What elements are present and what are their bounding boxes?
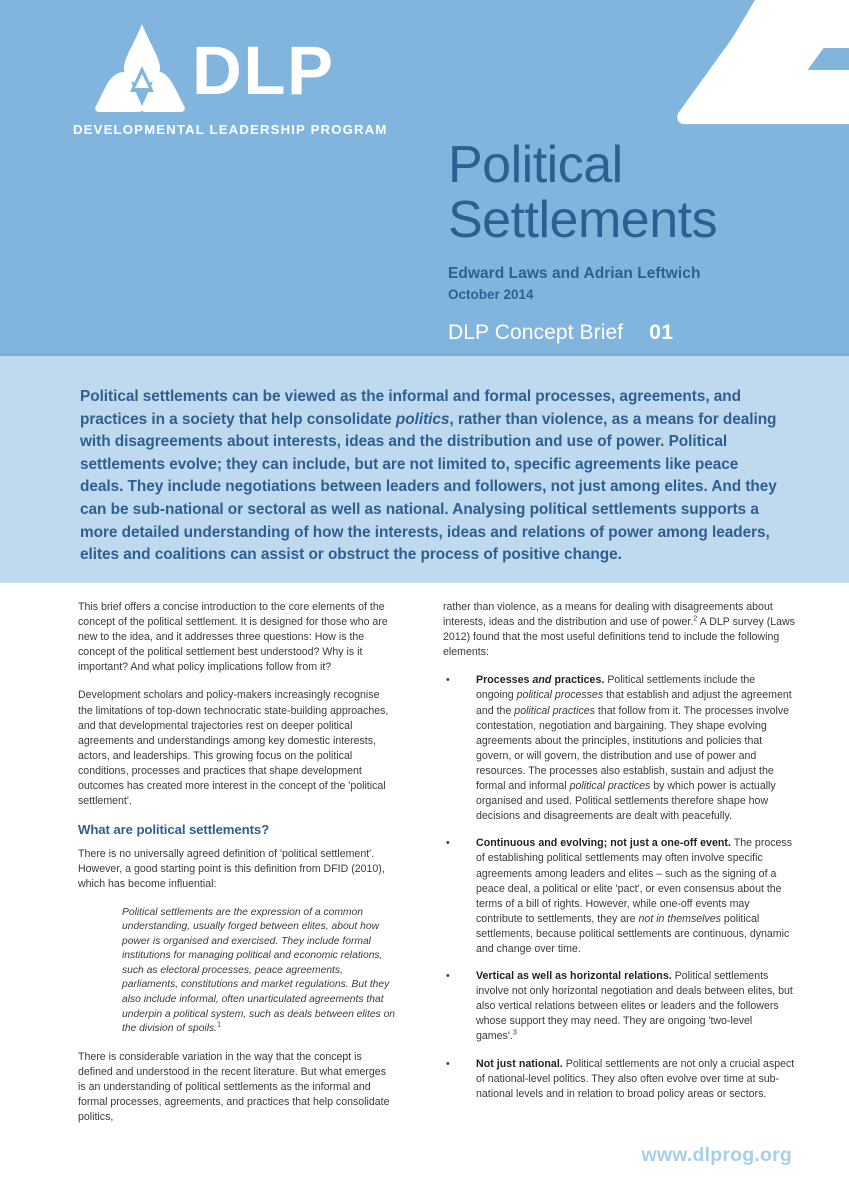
abstract-emphasis: politics: [395, 410, 450, 428]
abstract-text: [80, 386, 780, 567]
left-paragraph-1: This brief offers a concise introduction to the core elements of the concept of the political settlement. It is designed for those who are new to the idea, and it addresses three questions: How is the concept of the political settlement best understood? Why is it important? And what policy implications follow from it?: [78, 601, 388, 674]
quote-text: Political settlements are the expression of a common understanding, usually forged between elites, about how power is organised and exercised. They include formal institutions for managing political and economic relations, such as electoral processes, peace agreements, parliaments, constitutions and market regulations. But they also include informal, often unarticulated agreements that underpin a political system, such as deals between elites on the division of spoils.: [122, 906, 396, 1035]
bullet-1-lead-em: and: [532, 674, 552, 687]
list-item: [443, 673, 795, 824]
authors: Edward Laws and Adrian Leftwich: [448, 265, 701, 282]
title-block: [448, 138, 838, 345]
publication-date: October 2014: [448, 287, 534, 302]
bullet-1-body-4: by which power is actually organised and used. Political settlements therefore shape how decisions and disagreements are dealt with peacefully.: [476, 780, 776, 823]
logo-tagline: DEVELOPMENTAL LEADERSHIP PROGRAM: [73, 122, 388, 137]
bullet-2-body-2: political settlements, because political settlements are continuous, dynamic and change over time.: [476, 912, 790, 955]
bullet-1-em-3: political practices: [569, 780, 651, 793]
bullet-1-lead-post: practices.: [551, 674, 605, 687]
left-column: [78, 600, 396, 1125]
series-label: [448, 321, 838, 345]
bullet-1-lead-pre: Processes: [476, 674, 533, 687]
dlp-logo: [72, 18, 422, 137]
section-heading: What are political settlements?: [78, 822, 270, 838]
dfid-definition-quote: [78, 906, 396, 1037]
right-paragraph-1-a: rather than violence, as a means for dealing with disagreements about interests, ideas and the distribution and use of power.: [443, 601, 773, 629]
bullet-1-body-2: that establish and adjust the agreement and the: [476, 689, 792, 717]
bullet-marker-icon: •: [446, 1057, 450, 1070]
bullet-2-body-1: The process of establishing political settlements may often involve specific agreements among leaders and elites – such as the signing of a peace deal, a political or elite 'pact', or even consensus about the terms of a bill of rights. However, while one-off events may contribute to settlements, they are: [476, 837, 793, 925]
page-title-line-1: Political: [448, 136, 623, 194]
bullet-1-em-1: political processes: [516, 689, 604, 702]
right-footnote-ref-2: 2: [693, 613, 698, 623]
page-title: [448, 138, 838, 248]
dlp-triangle-logo-icon: [94, 22, 190, 114]
left-paragraph-4: There is considerable variation in the way that the concept is defined and understood in the recent literature. But what emerges is an understanding of political settlements as the informal and formal processes, agreements, and practices that help consolidate politics,: [78, 1050, 390, 1124]
right-column: [443, 600, 795, 1102]
abstract-wave-mark-icon: [659, 0, 849, 140]
abstract-band: [0, 356, 849, 583]
footer-website-url[interactable]: www.dlprog.org: [641, 1144, 792, 1166]
abstract-part-1: Political settlements can be viewed as the informal and formal processes, agreements, and practices in a society that help consolidate: [80, 388, 742, 428]
bullet-4-lead: Not just national.: [476, 1057, 563, 1070]
body-area: [0, 600, 849, 1124]
bullet-1-body-3: that follow from it. The processes involve contestation, negotiation and bargaining. They shape evolving agreements about the principles, institutions and policies that govern, or will govern, the distribution and use of power and resources. The processes also establish, sustain and adjust the formal and informal: [476, 704, 790, 793]
brief-number: 01: [649, 321, 674, 344]
bullet-3-footnote-ref: 3: [512, 1027, 517, 1037]
left-paragraph-3: There is no universally agreed definition of 'political settlement'. However, a good starting point is this definition from DFID (2010), which has become influential:: [78, 848, 385, 891]
logo-wordmark: DLP: [192, 32, 335, 109]
bullet-marker-icon: •: [446, 837, 450, 850]
right-paragraph-1: [443, 600, 795, 660]
quote-footnote-ref: 1: [217, 1019, 222, 1029]
page-title-line-2: Settlements: [448, 191, 718, 249]
bullet-1-lead: [476, 674, 604, 686]
list-item: [443, 1057, 795, 1102]
header-band: [0, 0, 849, 356]
elements-bullet-list: [443, 673, 795, 1101]
bullet-4-body-1: Political settlements are not only a crucial aspect of national-level politics. They also often evolve over time at sub-national levels and in relation to broad policy areas or sectors.: [476, 1057, 795, 1100]
abstract-part-2: , rather than violence, as a means for dealing with disagreements about interests, ideas and the distribution and use of power. Political settlements evolve; they can include, but are not limited to, specific agreements like peace deals. They include negotiations between leaders and followers, not just among elites. And they can be sub-national or sectoral as well as national. Analysing political settlements supports a more detailed understanding of how the interests, ideas and relations of power among leaders, elites and coalitions can assist or obstruct the process of positive change.: [80, 410, 777, 564]
list-item: [443, 969, 795, 1044]
bullet-2-em-1: not in themselves: [638, 912, 721, 925]
series-name: DLP Concept Brief: [448, 321, 624, 344]
bullet-1-em-2: political practices: [514, 704, 595, 717]
list-item: [443, 836, 795, 957]
left-paragraph-2: Development scholars and policy-makers increasingly recognise the limitations of top-down technocratic state-building approaches, and that developmental trajectories rest on deeper political agreements and understandings among key domestic interests, actors, and leaderships. This growing focus on the political conditions, processes and practices that shape development outcomes has created more interest in the concept of the 'political settlement'.: [78, 689, 389, 808]
right-paragraph-1-b: A DLP survey (Laws 2012) found that the most useful definitions tend to include the following elements:: [443, 616, 795, 659]
bullet-3-lead: Vertical as well as horizontal relations.: [476, 970, 672, 983]
bullet-2-lead: Continuous and evolving; not just a one-off event.: [476, 837, 731, 850]
bullet-3-body-1: Political settlements involve not only horizontal negotiation and deals between elites, but also vertical relations between elites or leaders and the followers whose support they may need. They are ongoing 'two-level games'.: [476, 970, 793, 1043]
bullet-marker-icon: •: [446, 674, 450, 687]
bullet-1-body-1: Political settlements include the ongoing: [476, 674, 756, 702]
bullet-marker-icon: •: [446, 970, 450, 983]
